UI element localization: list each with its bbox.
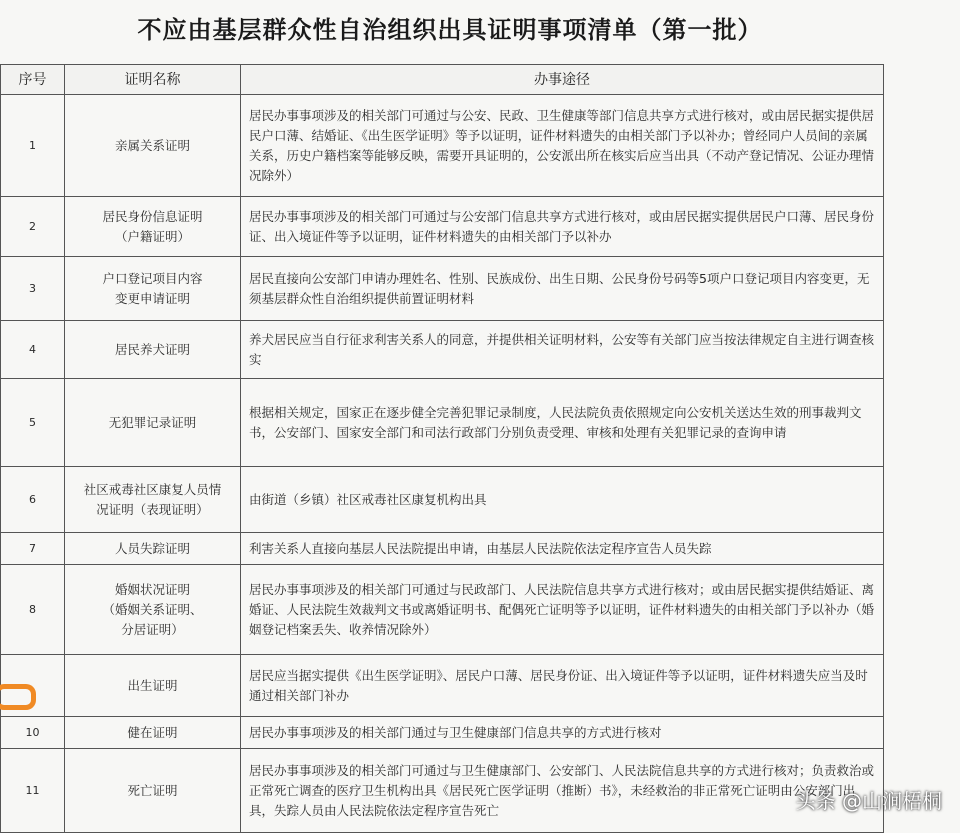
certificate-name-line: 社区戒毒社区康复人员情: [83, 481, 222, 497]
table-row: [1, 95, 884, 197]
certificate-name-line: 婚姻状况证明: [114, 581, 190, 597]
certificate-name: [65, 655, 241, 717]
handling-route: 居民办事事项涉及的相关部门可通过与公安部门信息共享方式进行核对，或由居民据实提供居民户口薄、居民身份证、出入境证件等予以证明，证件材料遗失的由相关部门予以补办: [241, 197, 884, 257]
row-number: 3: [1, 257, 65, 321]
certificate-name: [65, 321, 241, 379]
orange-highlight-mark: [0, 684, 36, 710]
row-number: 1: [1, 95, 65, 197]
handling-route: 养犬居民应当自行征求利害关系人的同意，并提供相关证明材料，公安等有关部门应当按法律规定自主进行调查核实: [241, 321, 884, 379]
certificate-name-line: 分居证明）: [121, 621, 184, 637]
certificate-list-table: [0, 64, 884, 833]
table-row: [1, 467, 884, 533]
handling-route: 根据相关规定，国家正在逐步健全完善犯罪记录制度，人民法院负责依照规定向公安机关送达生效的刑事裁判文书，公安部门、国家安全部门和司法行政部门分别负责受理、审核和处理有关犯罪记录的查询申请: [241, 379, 884, 467]
certificate-name: [65, 197, 241, 257]
row-number: 6: [1, 467, 65, 533]
table-row: [1, 717, 884, 749]
certificate-name-line: 居民养犬证明: [114, 341, 190, 357]
row-number: 5: [1, 379, 65, 467]
header-name: 证明名称: [65, 65, 241, 95]
row-number: 11: [1, 749, 65, 833]
table-row: [1, 749, 884, 833]
certificate-name: [65, 717, 241, 749]
certificate-name-line: 户口登记项目内容: [102, 270, 203, 286]
handling-route: 利害关系人直接向基层人民法院提出申请，由基层人民法院依法定程序宣告人员失踪: [241, 533, 884, 565]
row-number: 7: [1, 533, 65, 565]
table-header-row: [1, 65, 884, 95]
certificate-name-line: （婚姻关系证明、: [102, 601, 203, 617]
certificate-name-line: 死亡证明: [127, 782, 178, 798]
row-number: 4: [1, 321, 65, 379]
certificate-name-line: 居民身份信息证明: [102, 208, 203, 224]
certificate-name-line: 亲属关系证明: [114, 137, 190, 153]
page-title: 不应由基层群众性自治组织出具证明事项清单（第一批）: [137, 15, 763, 44]
handling-route: 居民办事事项涉及的相关部门可通过与公安、民政、卫生健康等部门信息共享方式进行核对，或由居民据实提供居民户口薄、结婚证、《出生医学证明》等予以证明，证件材料遗失的由相关部门予以补办；曾经同户人员间的亲属关系，历史户籍档案等能够反映，需要开具证明的，公安派出所在核实后应当出具（不动产登记情况、公证办理情况除外）: [241, 95, 884, 197]
row-number: 8: [1, 565, 65, 655]
table-row: [1, 565, 884, 655]
table-row: [1, 321, 884, 379]
row-number: 10: [1, 717, 65, 749]
header-no: 序号: [1, 65, 65, 95]
certificate-name: [65, 565, 241, 655]
certificate-name-line: 人员失踪证明: [114, 540, 190, 556]
header-route: 办事途径: [241, 65, 884, 95]
handling-route: 居民直接向公安部门申请办理姓名、性别、民族成份、出生日期、公民身份号码等5项户口登记项目内容变更，无须基层群众性自治组织提供前置证明材料: [241, 257, 884, 321]
handling-route: 居民办事事项涉及的相关部门通过与卫生健康部门信息共享的方式进行核对: [241, 717, 884, 749]
certificate-name-line: 健在证明: [127, 724, 178, 740]
certificate-name-line: 出生证明: [127, 677, 178, 693]
certificate-name: [65, 379, 241, 467]
certificate-name-line: 变更申请证明: [114, 290, 190, 306]
certificate-name: [65, 95, 241, 197]
certificate-name-line: 无犯罪记录证明: [108, 414, 197, 430]
handling-route: 居民应当据实提供《出生医学证明》、居民户口薄、居民身份证、出入境证件等予以证明，证件材料遗失应当及时通过相关部门补办: [241, 655, 884, 717]
certificate-name: [65, 533, 241, 565]
table-row: [1, 655, 884, 717]
watermark: 头条 @山涧梧桐: [795, 789, 942, 813]
certificate-name: [65, 467, 241, 533]
handling-route: 居民办事事项涉及的相关部门可通过与卫生健康部门、公安部门、人民法院信息共享的方式进行核对；负责救治或正常死亡调查的医疗卫生机构出具《居民死亡医学证明（推断）书》，未经救治的非正常死亡证明由公安部门出具，失踪人员由人民法院依法定程序宣告死亡: [241, 749, 884, 833]
table-row: [1, 257, 884, 321]
certificate-name: [65, 257, 241, 321]
handling-route: 由街道（乡镇）社区戒毒社区康复机构出具: [241, 467, 884, 533]
certificate-name-line: 况证明（表现证明）: [96, 501, 209, 517]
row-number: 2: [1, 197, 65, 257]
table-row: [1, 533, 884, 565]
handling-route: 居民办事事项涉及的相关部门可通过与民政部门、人民法院信息共享方式进行核对；或由居民据实提供结婚证、离婚证、人民法院生效裁判文书或离婚证明书、配偶死亡证明等予以证明，证件材料遗失的由相关部门予以补办（婚姻登记档案丢失、收养情况除外）: [241, 565, 884, 655]
certificate-name-line: （户籍证明）: [114, 228, 190, 244]
certificate-name: [65, 749, 241, 833]
table-row: [1, 197, 884, 257]
table-row: [1, 379, 884, 467]
